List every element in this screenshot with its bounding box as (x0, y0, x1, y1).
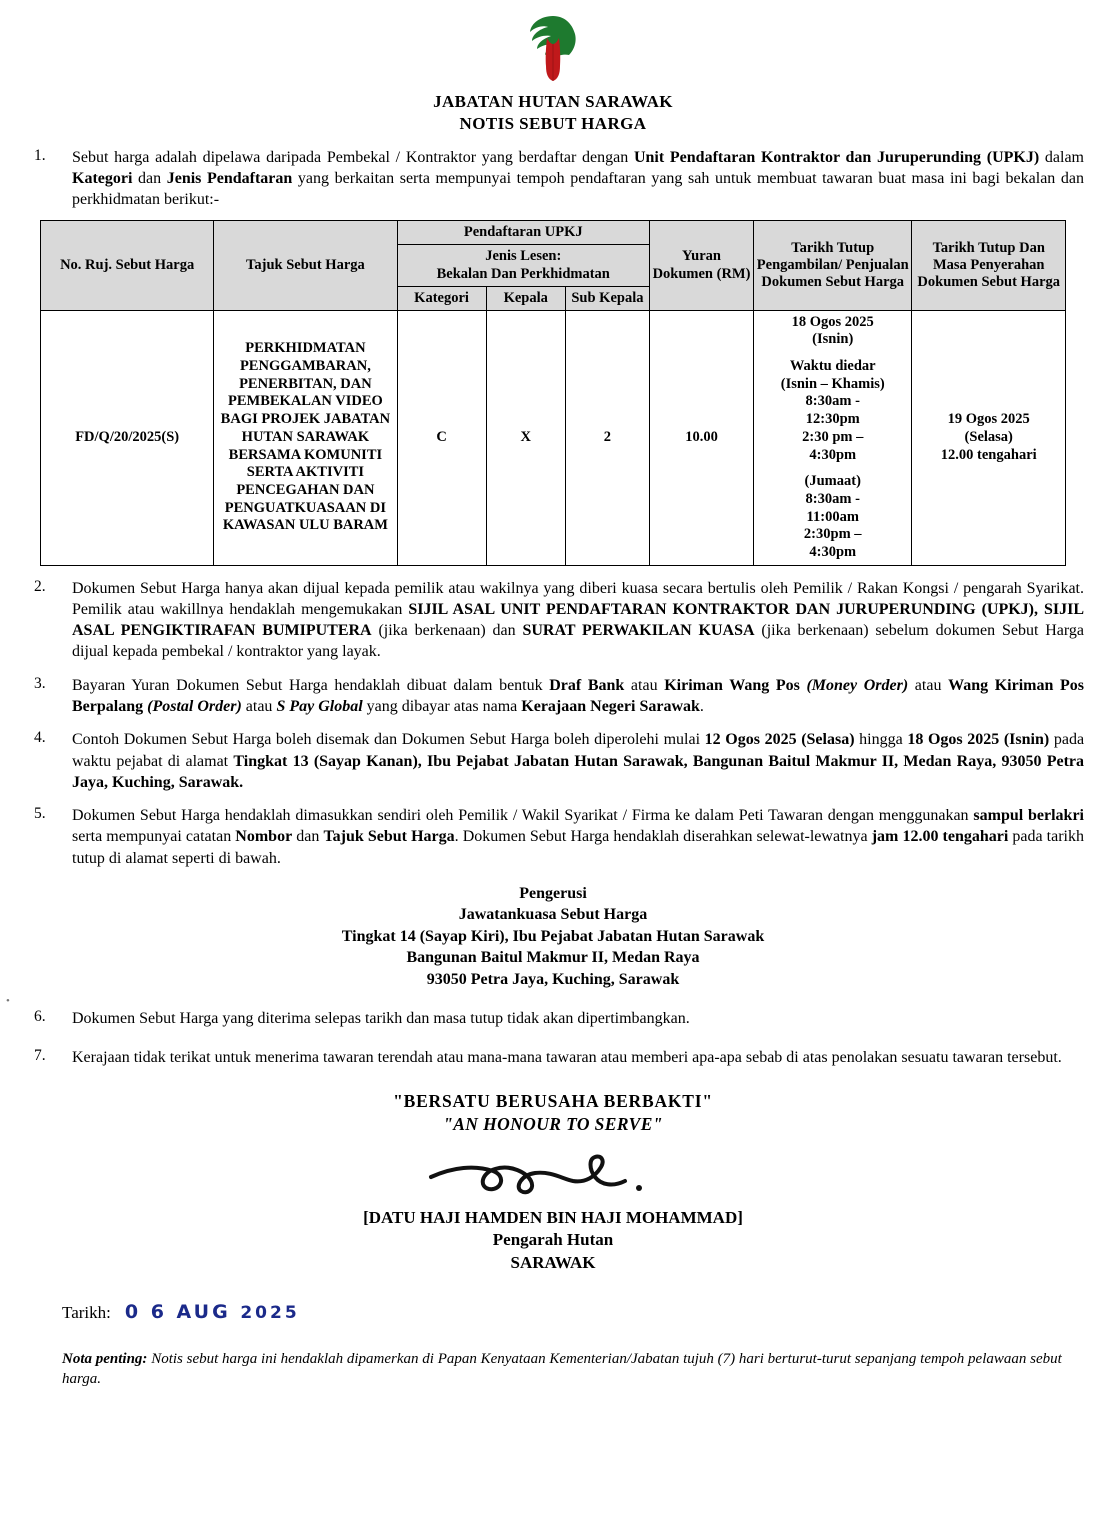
cell-sub-kepala: 2 (565, 310, 649, 565)
clause-4 (0, 729, 1106, 793)
cell-kepala: X (486, 310, 565, 565)
address-line-3: Tingkat 14 (Sayap Kiri), Ibu Pejabat Jabatan Hutan Sarawak (341, 927, 765, 945)
ambil-day: (Isnin) (812, 331, 854, 348)
clause-5-body (72, 805, 1084, 869)
clause-2 (0, 578, 1106, 663)
th-jenis-lesen (397, 245, 650, 286)
ambil-jumaat-2: 11:00am (806, 508, 859, 525)
clause-3-bold-d: S Pay Global (276, 698, 363, 715)
handwritten-signature-icon (423, 1190, 683, 1207)
header-line-1: JABATAN HUTAN SARAWAK (433, 92, 673, 111)
clause-7 (0, 1047, 1106, 1068)
clause-3-bold-e: Kerajaan Negeri Sarawak (521, 698, 700, 715)
clause-3-italic-b: (Postal Order) (147, 698, 242, 715)
ambil-waktu-4: 4:30pm (809, 446, 857, 463)
submission-address-block (0, 883, 1106, 990)
ambil-date: 18 Ogos 2025 (791, 313, 874, 330)
clause-4-bold-c: Tingkat 13 (Sayap Kanan), Ibu Pejabat Jabatan Hutan Sarawak, Bangunan Baitul Makmur II, Medan Raya, 93050 Petra Jaya, Kuching, Sarawak. (72, 752, 1084, 791)
header-line-2: NOTIS SEBUT HARGA (459, 113, 647, 133)
clause-3-text-d: atau (241, 698, 277, 715)
address-line-2: Jawatankuasa Sebut Harga (458, 906, 648, 924)
clause-1-number: 1. (34, 146, 46, 164)
cell-ref-no: FD/Q/20/2025(S) (41, 310, 214, 565)
date-stamp-year: 2025 (240, 1302, 300, 1323)
signatory-block (0, 1207, 1106, 1275)
ambil-jumaat-4: 4:30pm (809, 543, 857, 560)
th-kategori: Kategori (397, 286, 486, 310)
clause-2-number: 2. (34, 577, 46, 595)
clause-5-text-c: dan (292, 828, 324, 846)
cell-tarikh-pengambilan (754, 310, 912, 565)
clause-3-text-f: . (699, 698, 704, 715)
ambil-jumaat-3: 2:30pm – (803, 526, 862, 543)
tree-logo-icon (521, 14, 585, 82)
ambil-waktu-1: 8:30am - (805, 393, 860, 410)
date-stamp-month: AUG (176, 1300, 231, 1323)
address-line-1: Pengerusi (519, 884, 587, 902)
motto-block (0, 1091, 1106, 1135)
th-jenis-lesen-line2: Bekalan Dan Perkhidmatan (436, 265, 610, 282)
clause-3-italic-a: (Money Order) (806, 676, 909, 694)
important-note (62, 1349, 1066, 1390)
clause-7-body: Kerajaan tidak terikat untuk menerima tawaran terendah atau mana-mana tawaran atau memberi apa-apa sebab di atas penolakan sesuatu tawaran tersebut. (72, 1049, 1062, 1067)
signatory-state: SARAWAK (510, 1253, 596, 1273)
clause-7-number: 7. (34, 1047, 46, 1065)
clause-3-text-b: atau (624, 676, 665, 694)
cell-title: PERKHIDMATAN PENGGAMBARAN, PENERBITAN, DAN PEMBEKALAN VIDEO BAGI PROJEK JABATAN HUTAN SARAWAK BERSAMA KOMUNITI SERTA AKTIVITI PENCEGAHAN DAN PENGUATKUASAAN DI KAWASAN ULU BARAM (214, 310, 397, 565)
date-line (62, 1301, 1106, 1323)
clause-3 (0, 675, 1106, 718)
clause-2-text-a: Dokumen Sebut Harga hanya akan dijual kepada pemilik atau wakilnya yang diberi kuasa secara bertulis oleh Pemilik / Rakan Kongsi / pengarah Syarikat. Pemilik atau wakillnya hendaklah mengemukakan (72, 579, 1084, 618)
th-sub-kepala: Sub Kepala (565, 286, 649, 310)
ambil-waktu-2: 12:30pm (805, 411, 860, 428)
signatory-name: [DATU HAJI HAMDEN BIN HAJI MOHAMMAD] (363, 1207, 743, 1227)
motto-bm: "BERSATU BERUSAHA BERBAKTI" (393, 1090, 713, 1111)
clause-4-text-c: pada waktu pejabat di alamat (72, 731, 1085, 770)
date-stamp (125, 1301, 300, 1323)
clause-6-body: Dokumen Sebut Harga yang diterima selepas tarikh dan masa tutup tidak akan dipertimbangkan. (72, 1010, 690, 1028)
clause-1-text-b: dalam (1039, 148, 1084, 166)
logo-container (0, 0, 1106, 87)
table-row (41, 310, 1066, 565)
clause-5 (0, 805, 1106, 869)
clause-4-bold-b: 18 Ogos 2025 (Isnin) (907, 731, 1050, 749)
quotation-table-container (0, 210, 1106, 565)
clause-5-bold-d: jam 12.00 tengahari (871, 828, 1009, 846)
th-tarikh-tutup-pengambilan: Tarikh Tutup Pengambilan/ Penjualan Dokumen Sebut Harga (754, 221, 912, 310)
clause-1-text-a: Sebut harga adalah dipelawa daripada Pembekal / Kontraktor yang berdaftar dengan (72, 148, 634, 166)
ambil-waktu-label: Waktu diedar (789, 358, 876, 375)
address-line-4: Bangunan Baitul Makmur II, Medan Raya (406, 949, 700, 967)
clause-1-bold-c: Jenis Pendaftaran (166, 169, 293, 187)
clause-4-text-a: Contoh Dokumen Sebut Harga boleh disemak dan Dokumen Sebut Harga boleh diperolehi mulai (72, 731, 705, 749)
clause-3-text-a: Bayaran Yuran Dokumen Sebut Harga hendaklah dibuat dalam bentuk (72, 676, 550, 694)
clause-3-bold-a: Draf Bank (549, 676, 625, 694)
ambil-waktu-days: (Isnin – Khamis) (780, 375, 885, 392)
clause-3-text-c: atau (908, 676, 949, 694)
clause-4-number: 4. (34, 729, 46, 747)
clause-1-text-c: dan (132, 169, 167, 187)
clause-3-bold-c: Wang Kiriman Pos Berpalang (72, 676, 1084, 715)
document-header-title (0, 91, 1106, 135)
ambil-waktu-3: 2:30 pm – (802, 428, 864, 445)
clause-2-bold-b: SURAT PERWAKILAN KUASA (522, 622, 755, 640)
serah-day: (Selasa) (964, 428, 1013, 445)
clause-5-bold-b: Nombor (235, 828, 293, 846)
clause-5-bold-a: sampul berlakri (973, 807, 1084, 825)
clause-5-text-d: . Dokumen Sebut Harga hendaklah diserahkan selewat-lewatnya (454, 828, 872, 846)
serah-time: 12.00 tengahari (940, 446, 1037, 463)
th-tarikh-tutup-penyerahan: Tarikh Tutup Dan Masa Penyerahan Dokumen Sebut Harga (912, 221, 1066, 310)
clause-1-bold-b: Kategori (72, 169, 133, 187)
clause-4-text-b: hingga (854, 731, 908, 749)
date-stamp-day: 0 6 (124, 1300, 167, 1323)
clause-6 (0, 1008, 1106, 1029)
clause-1 (0, 147, 1106, 211)
th-ref-no: No. Ruj. Sebut Harga (41, 221, 214, 310)
clause-3-number: 3. (34, 674, 46, 692)
th-title: Tajuk Sebut Harga (214, 221, 397, 310)
clause-5-number: 5. (34, 805, 46, 823)
date-label: Tarikh: (62, 1302, 111, 1322)
cell-kategori: C (397, 310, 486, 565)
note-text: Notis sebut harga ini hendaklah dipamerkan di Papan Kenyataan Kementerian/Jabatan tujuh (7) hari berturut-turut sepanjang tempoh pelawaan sebut harga. (62, 1350, 1062, 1388)
ambil-jumaat-1: 8:30am - (805, 490, 860, 507)
clause-5-text-e: pada tarikh tutup di alamat seperti di bawah. (72, 828, 1085, 867)
clause-4-body (72, 729, 1084, 793)
quotation-table (40, 220, 1066, 565)
clause-2-body (72, 578, 1084, 663)
ambil-jumaat: (Jumaat) (804, 473, 861, 490)
clause-4-bold-a: 12 Ogos 2025 (Selasa) (704, 731, 855, 749)
motto-en: "AN HONOUR TO SERVE" (443, 1113, 663, 1134)
clause-1-body (72, 147, 1084, 211)
th-jenis-lesen-line1: Jenis Lesen: (485, 248, 562, 265)
clause-5-text-b: serta mempunyai catatan (72, 828, 236, 846)
th-yuran: Yuran Dokumen (RM) (650, 221, 754, 310)
cell-tarikh-penyerahan (912, 310, 1066, 565)
clause-2-text-b: (jika berkenaan) dan (371, 622, 523, 640)
th-kepala: Kepala (486, 286, 565, 310)
serah-date: 19 Ogos 2025 (947, 411, 1030, 428)
clause-5-text-a: Dokumen Sebut Harga hendaklah dimasukkan sendiri oleh Pemilik / Wakil Syarikat / Firma ke dalam Peti Tawaran dengan menggunakan (72, 807, 974, 825)
page-edge-mark: • (6, 995, 10, 1007)
th-upkj: Pendaftaran UPKJ (397, 221, 650, 245)
clause-2-bold-a: SIJIL ASAL UNIT PENDAFTARAN KONTRAKTOR DAN JURUPERUNDING (UPKJ), SIJIL ASAL PENGIKTIRAFAN BUMIPUTERA (72, 600, 1084, 640)
clause-6-number: 6. (34, 1008, 46, 1026)
clause-5-bold-c: Tajuk Sebut Harga (323, 828, 455, 846)
clause-2-text-c: (jika berkenaan) sebelum dokumen Sebut Harga dijual kepada pembekal / kontraktor yang layak. (72, 622, 1085, 661)
signatory-position: Pengarah Hutan (492, 1230, 614, 1250)
cell-yuran: 10.00 (650, 310, 754, 565)
note-label: Nota penting: (62, 1350, 148, 1367)
clause-3-text-e: yang dibayar atas nama (362, 698, 522, 715)
clause-3-body (72, 675, 1084, 718)
address-line-5: 93050 Petra Jaya, Kuching, Sarawak (426, 970, 680, 988)
clause-1-text-d: yang berkaitan serta mempunyai tempoh pendaftaran yang sah untuk membuat tawaran buat masa ini bagi bekalan dan perkhidmatan berikut:- (72, 169, 1085, 209)
signature-container (0, 1151, 1106, 1207)
table-header-row-1 (41, 221, 1066, 245)
clause-3-bold-b: Kiriman Wang Pos (664, 676, 800, 694)
clause-1-bold-a: Unit Pendaftaran Kontraktor dan Juruperunding (UPKJ) (633, 148, 1040, 166)
